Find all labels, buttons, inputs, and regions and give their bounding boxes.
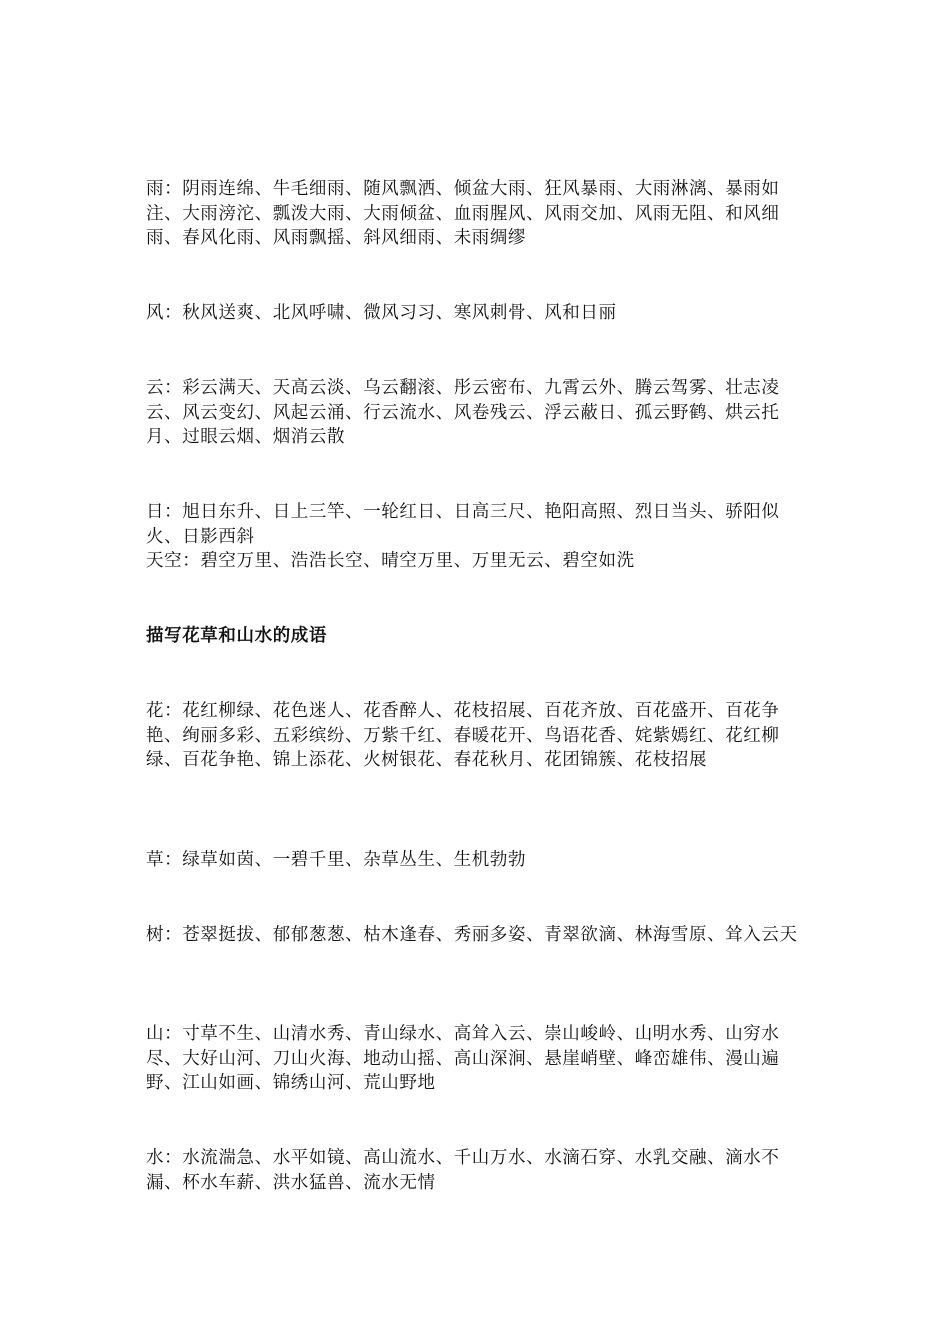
text-tree: 苍翠挺拔、郁郁葱葱、枯木逢春、秀丽多姿、青翠欲滴、林海雪原、耸入云天 [182,925,798,945]
label-grass: 草： [146,850,183,870]
section-heading: 描写花草和山水的成语 [146,626,327,646]
label-tree: 树： [146,925,183,945]
paragraph-mountain [146,1022,810,1096]
paragraph-tree [146,923,810,948]
text-cloud: 彩云满天、天高云淡、乌云翻滚、彤云密布、九霄云外、腾云驾雾、壮志凌云、风云变幻、风起云涌、行云流水、风卷残云、浮云蔽日、孤云野鹤、烘云托月、过眼云烟、烟消云散 [146,378,780,447]
text-grass: 绿草如茵、一碧千里、杂草丛生、生机勃勃 [182,850,527,870]
label-sun: 日： [146,502,183,522]
text-water: 水流湍急、水平如镜、高山流水、千山万水、水滴石穿、水乳交融、滴水不漏、杯水车薪、洪水猛兽、流水无情 [146,1148,780,1193]
paragraph-cloud [146,376,810,450]
paragraph-water [146,1146,810,1195]
label-cloud: 云： [146,378,183,398]
text-rain: 阴雨连绵、牛毛细雨、随风飘洒、倾盆大雨、狂风暴雨、大雨淋漓、暴雨如注、大雨滂沱、瓢泼大雨、大雨倾盆、血雨腥风、风雨交加、风雨无阻、和风细雨、春风化雨、风雨飘摇、斜风细雨、未雨绸缪 [146,179,780,248]
label-rain: 雨： [146,179,183,199]
label-wind: 风： [146,303,183,323]
text-wind: 秋风送爽、北风呼啸、微风习习、寒风刺骨、风和日丽 [182,303,617,323]
paragraph-rain [146,177,810,251]
paragraph-wind [146,301,810,326]
label-sky: 天空： [146,551,201,571]
paragraph-grass [146,848,810,873]
label-water: 水： [146,1148,183,1168]
text-sky: 碧空万里、浩浩长空、晴空万里、万里无云、碧空如洗 [200,551,635,571]
label-mountain: 山： [146,1024,183,1044]
text-flower: 花红柳绿、花色迷人、花香醉人、花枝招展、百花齐放、百花盛开、百花争艳、绚丽多彩、五彩缤纷、万紫千红、春暖花开、鸟语花香、姹紫嫣红、花红柳绿、百花争艳、锦上添花、火树银花、春花秋月、花团锦簇、花枝招展 [146,701,780,770]
paragraph-flower [146,699,810,773]
label-flower: 花： [146,701,183,721]
text-sun: 旭日东升、日上三竿、一轮红日、日高三尺、艳阳高照、烈日当头、骄阳似火、日影西斜 [146,502,780,547]
paragraph-sky [146,549,810,574]
text-mountain: 寸草不生、山清水秀、青山绿水、高耸入云、崇山峻岭、山明水秀、山穷水尽、大好山河、刀山火海、地动山摇、高山深涧、悬崖峭壁、峰峦雄伟、漫山遍野、江山如画、锦绣山河、荒山野地 [146,1024,780,1093]
paragraph-sun [146,500,810,549]
